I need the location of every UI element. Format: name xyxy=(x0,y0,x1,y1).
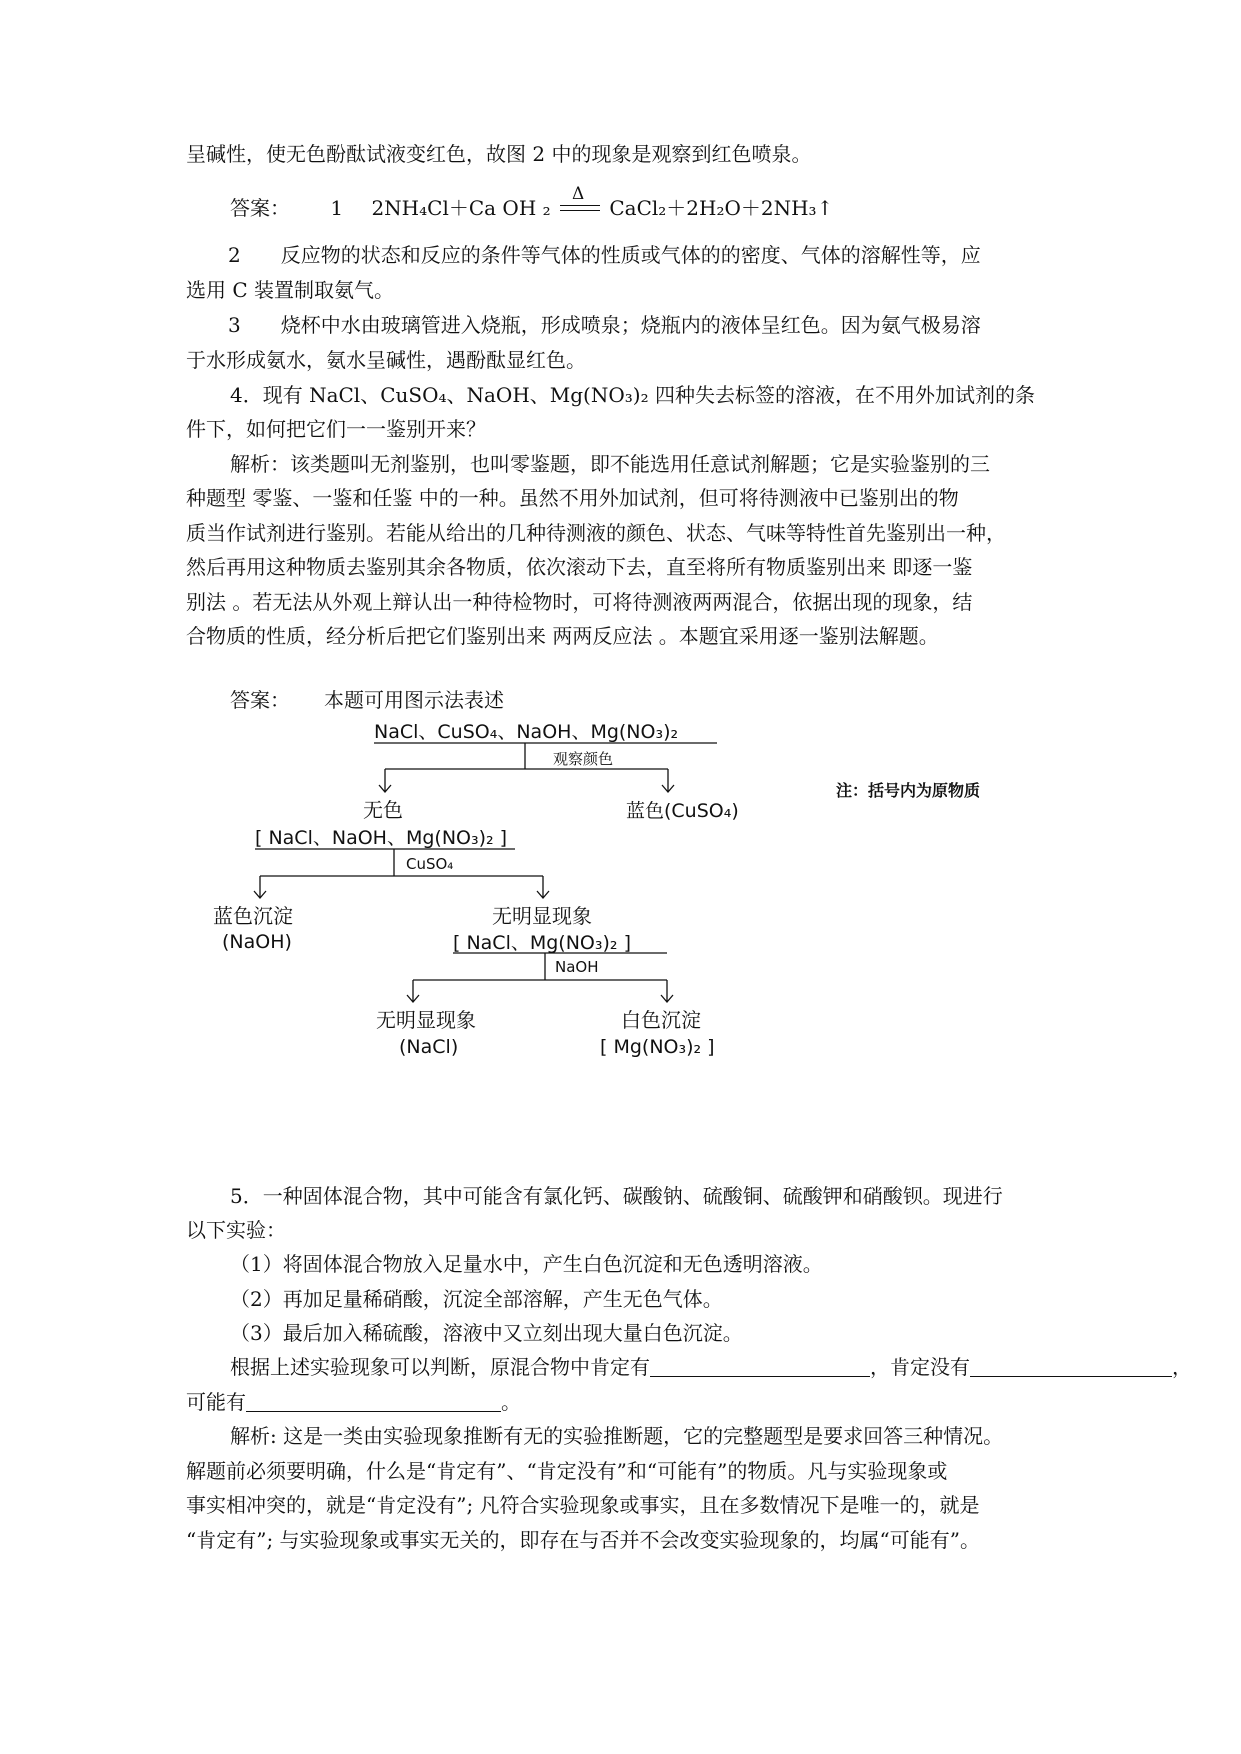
group-2: [ NaCl、NaOH、Mg(NO₃)₂ ] xyxy=(255,827,508,849)
question-5-line-1: 5．一种固体混合物，其中可能含有氯化钙、碳酸钠、硫酸铜、硫酸钾和硝酸钡。现进行 xyxy=(230,1184,1003,1208)
blank-possibly-has[interactable] xyxy=(246,1391,501,1412)
result-nacl: (NaCl) xyxy=(399,1036,459,1058)
analysis-5-line-3: 事实相冲突的，就是“肯定没有”; 凡符合实验现象或事实，且在多数情况下是唯一的，就是 xyxy=(186,1493,980,1517)
result-white-precipitate: 白色沉淀 xyxy=(621,1008,701,1032)
fill-in-line-2: 可能有 。 xyxy=(186,1390,521,1414)
heating-symbol: Δ xyxy=(557,196,603,220)
analysis-4-line-4: 然后再用这种物质去鉴别其余各物质，依次滚动下去，直至将所有物质鉴别出来 即逐一鉴 xyxy=(186,555,973,579)
equation-left: 2NH₄Cl＋Ca OH ₂ xyxy=(371,196,551,220)
identification-flow-diagram xyxy=(0,712,1241,1092)
answer-3-line-2: 于水形成氨水，氨水呈碱性，遇酚酞显红色。 xyxy=(186,348,586,372)
analysis-5-line-2: 解题前必须要明确，什么是“肯定有”、“肯定没有”和“可能有”的物质。凡与实验现象或 xyxy=(186,1459,948,1483)
analysis-5-line-1: 解析: 这是一类由实验现象推断有无的实验推断题，它的完整题型是要求回答三种情况。 xyxy=(230,1424,1004,1448)
group-3: [ NaCl、Mg(NO₃)₂ ] xyxy=(453,932,631,954)
question-5-step-3: （3）最后加入稀硫酸，溶液中又立刻出现大量白色沉淀。 xyxy=(230,1321,743,1345)
result-naoh: (NaOH) xyxy=(222,931,292,953)
question-5-line-2: 以下实验： xyxy=(186,1218,286,1242)
answer-label: 答案： xyxy=(230,196,290,220)
diagram-note: 注：括号内为原物质 xyxy=(836,781,981,800)
question-4-line-2: 件下，如何把它们一一鉴别开来？ xyxy=(186,417,486,441)
blank-definitely-has[interactable] xyxy=(650,1356,870,1377)
analysis-4-line-1: 解析：该类题叫无剂鉴别，也叫零鉴题，即不能选用任意试剂解题；它是实验鉴别的三 xyxy=(230,452,990,476)
analysis-4-line-3: 质当作试剂进行鉴别。若能从给出的几种待测液的颜色、状态、气味等特性首先鉴别出一种， xyxy=(186,521,1006,545)
answer-2-line-1: 2 反应物的状态和反应的条件等气体的性质或气体的的密度、气体的溶解性等，应 xyxy=(228,243,981,267)
question-4-line-1: 4．现有 NaCl、CuSO₄、NaOH、Mg(NO₃)₂ 四种失去标签的溶液，在不用外加试剂的条 xyxy=(230,383,1035,407)
answer-3-line-1: 3 烧杯中水由玻璃管进入烧瓶，形成喷泉；烧瓶内的液体呈红色。因为氨气极易溶 xyxy=(228,313,981,337)
step-cuso4: CuSO₄ xyxy=(406,855,454,873)
answer-2-line-2: 选用 C 装置制取氨气。 xyxy=(186,278,395,302)
analysis-4-line-5: 别法 。若无法从外观上辩认出一种待检物时，可将待测液两两混合，依据出现的现象，结 xyxy=(186,590,973,614)
analysis-4-line-6: 合物质的性质，经分析后把它们鉴别出来 两两反应法 。本题宜采用逐一鉴别法解题。 xyxy=(186,624,939,648)
analysis-5-line-4: “肯定有”; 与实验现象或事实无关的，即存在与否并不会改变实验现象的，均属“可能有”。 xyxy=(186,1528,980,1552)
result-blue: 蓝色(CuSO₄) xyxy=(626,800,739,822)
answer-1 xyxy=(230,184,834,220)
result-no-obvious: 无明显现象 xyxy=(492,904,592,928)
blank-definitely-not[interactable] xyxy=(970,1356,1172,1377)
step-observe-color: 观察颜色 xyxy=(553,750,614,768)
result-no-obvious-2: 无明显现象 xyxy=(376,1008,476,1032)
top-substances: NaCl、CuSO₄、NaOH、Mg(NO₃)₂ xyxy=(374,721,679,743)
question-5-step-1: （1）将固体混合物放入足量水中，产生白色沉淀和无色透明溶液。 xyxy=(230,1252,823,1276)
result-colorless: 无色 xyxy=(363,798,403,822)
fill-in-line-1: 根据上述实验现象可以判断，原混合物中肯定有 ，肯定没有 ， xyxy=(230,1355,1192,1379)
question-5-step-2: （2）再加足量稀硝酸，沉淀全部溶解，产生无色气体。 xyxy=(230,1287,723,1311)
result-blue-precipitate: 蓝色沉淀 xyxy=(213,904,293,928)
analysis-4-line-2: 种题型 零鉴、一鉴和任鉴 中的一种。虽然不用外加试剂，但可将待测液中已鉴别出的物 xyxy=(186,486,959,510)
step-naoh: NaOH xyxy=(555,958,599,976)
answer-4: 答案： 本题可用图示法表述 xyxy=(230,688,504,712)
equation-right: CaCl₂＋2H₂O＋2NH₃↑ xyxy=(609,196,834,220)
paragraph-line: 呈碱性，使无色酚酞试液变红色，故图 2 中的现象是观察到红色喷泉。 xyxy=(186,142,812,166)
result-mgno3: [ Mg(NO₃)₂ ] xyxy=(600,1036,715,1058)
answer-number: 1 xyxy=(330,196,344,220)
